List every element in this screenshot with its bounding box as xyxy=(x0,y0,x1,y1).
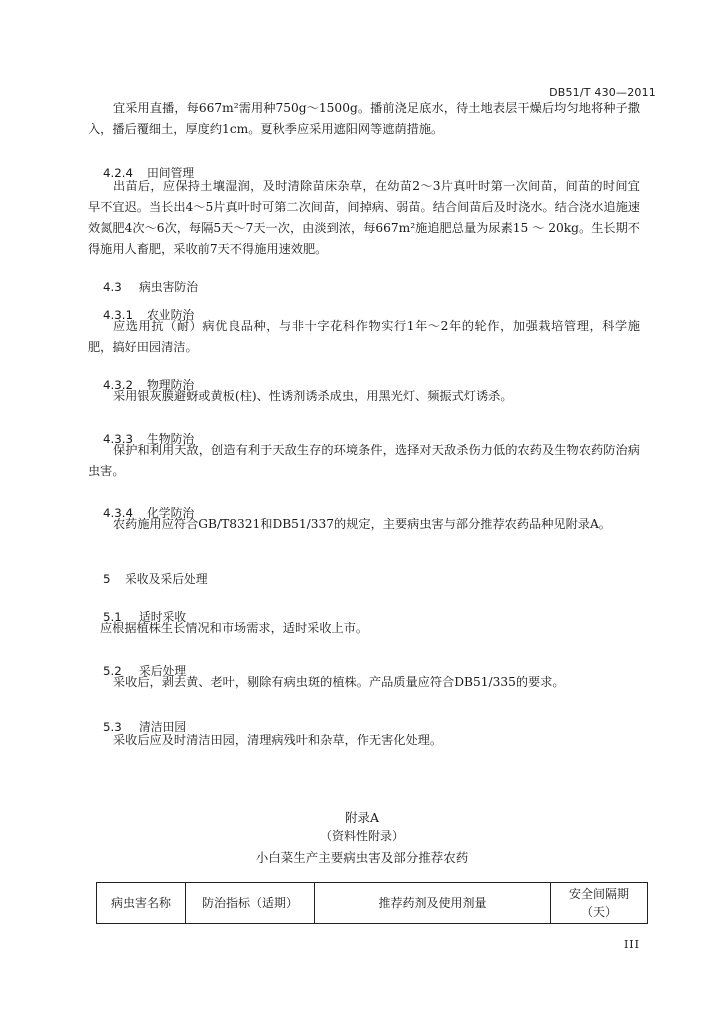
paragraph-chemical-control: 农药施用应符合GB/T8321和DB51/337的规定，主要病虫害与部分推荐农药品种见附录A。 xyxy=(113,517,611,531)
page-number: III xyxy=(623,938,640,951)
paragraph-timely-harvest: 应根据植株生长情况和市场需求，适时采收上市。 xyxy=(100,621,369,635)
annex-title: 附录A xyxy=(344,810,380,825)
heading-title: 病虫害防治 xyxy=(139,280,198,294)
heading-title: 农业防治 xyxy=(147,308,195,322)
annex-table xyxy=(96,882,648,924)
paragraph-agricultural-control: 应选用抗（耐）病优良品种，与非十字花科作物实行1年～2年的轮作，加强栽培管理，科学施肥，搞好田园清洁。 xyxy=(88,319,640,354)
interval-unit: （天） xyxy=(580,905,617,919)
paragraph-biological-control: 保护和利用天敌，创造有利于天敌生存的环境条件，选择对天敌杀伤力低的农药及生物农药防治病虫害。 xyxy=(88,443,640,478)
heading-number: 5 xyxy=(103,572,111,586)
heading-number: 4.3.3 xyxy=(103,432,134,446)
heading-number: 4.3.2 xyxy=(103,378,134,392)
column-header-threshold: 防治指标（适期） xyxy=(186,883,315,924)
paragraph-sowing: 宜采用直播，每667m²需用种750g～1500g。播前浇足底水，待土地表层干燥后均匀地将种子撒入，播后覆细土，厚度约1cm。夏秋季应采用遮阳网等遮荫措施。 xyxy=(88,101,640,136)
heading-number: 4.3 xyxy=(103,280,122,294)
paragraph-clean-field: 采收后应及时清洁田园，清理病残叶和杂草，作无害化处理。 xyxy=(113,733,443,747)
heading-title: 生物防治 xyxy=(147,432,195,446)
heading-number: 5.1 xyxy=(103,610,122,624)
column-header-pesticide: 推荐药剂及使用剂量 xyxy=(315,883,551,924)
heading-title: 田间管理 xyxy=(147,166,195,180)
heading-number: 4.3.1 xyxy=(103,308,134,322)
paragraph-post-harvest: 采收后，剥去黄、老叶，剔除有病虫斑的植株。产品质量应符合DB51/335的要求。 xyxy=(113,675,565,689)
column-header-interval xyxy=(551,883,648,924)
heading-number: 4.3.4 xyxy=(103,506,134,520)
heading-number: 5.2 xyxy=(103,664,122,678)
heading-title: 物理防治 xyxy=(147,378,195,392)
heading-title: 采收及采后处理 xyxy=(125,572,208,586)
heading-number: 4.2.4 xyxy=(103,166,134,180)
heading-number: 5.3 xyxy=(103,720,122,734)
annex-name: 小白菜生产主要病虫害及部分推荐农药 xyxy=(255,850,469,865)
table-header-row xyxy=(97,883,648,924)
heading-title: 采后处理 xyxy=(139,664,187,678)
annex-type: （资料性附录） xyxy=(319,829,404,843)
heading-title: 清洁田园 xyxy=(139,720,187,734)
paragraph-field-management: 出苗后，应保持土壤湿润，及时清除苗床杂草，在幼苗2～3片真叶时第一次间苗，间苗的时间宜早不宜迟。当长出4～5片真叶时可第二次间苗，间掉病、弱苗。结合间苗后及时浇水。结合浇水追施速效氮肥4次～6次，每隔5天～7天一次，由淡到浓，每667m²施追肥总量为尿素15 ～ 20kg。生长期不得施用人畜肥，采收前7天不得施用速效肥。 xyxy=(88,179,640,256)
interval-label: 安全间隔期 xyxy=(568,887,629,901)
heading-title: 适时采收 xyxy=(139,610,187,624)
document-code: DB51/T 430—2011 xyxy=(549,86,656,99)
column-header-pest: 病虫害名称 xyxy=(97,883,186,924)
paragraph-physical-control: 采用银灰膜避蚜或黄板(柱)、性诱剂诱杀成虫，用黑光灯、频振式灯诱杀。 xyxy=(113,389,513,403)
heading-title: 化学防治 xyxy=(147,506,195,520)
